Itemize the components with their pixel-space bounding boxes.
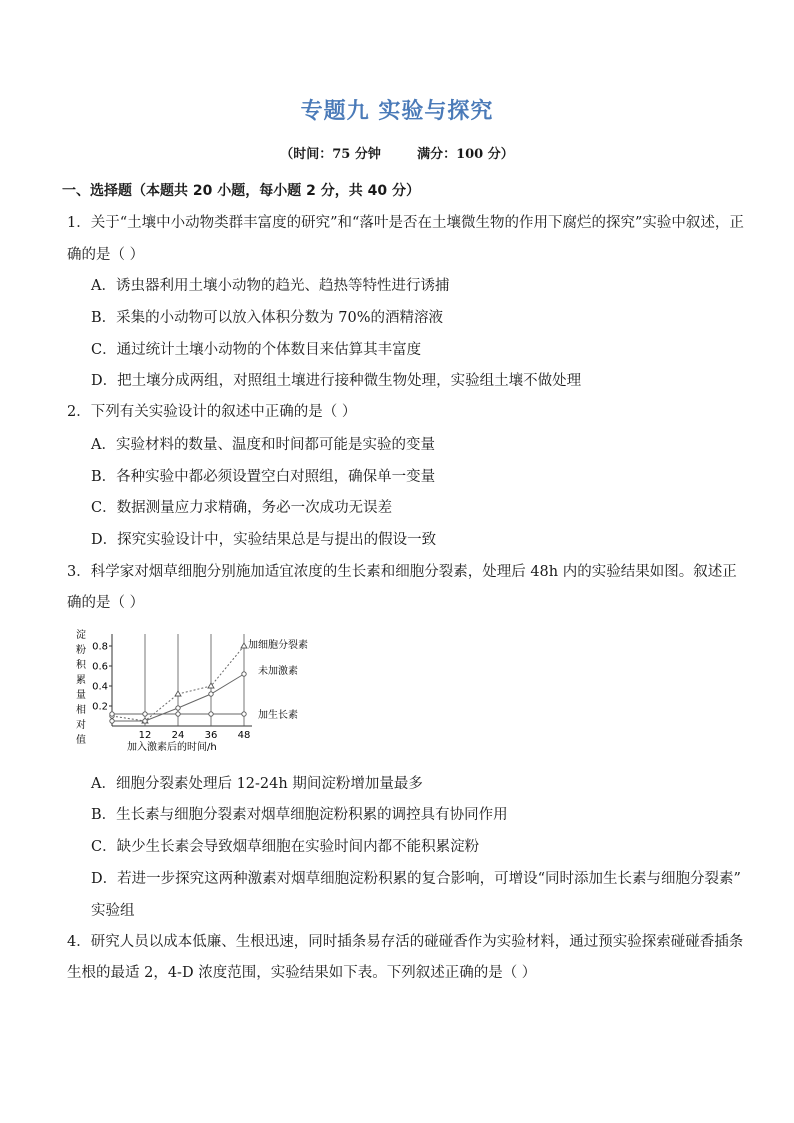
exam-info: （时间：75 分钟 满分：100 分） <box>280 147 514 162</box>
question-4-stem: 4．研究人员以成本低廉、生根迅速，同时插条易存活的碰碰香作为实验材料，通过预实验探索碰碰香插条 <box>67 934 744 950</box>
starch-accumulation-chart <box>72 626 322 756</box>
chart-marks <box>110 638 308 723</box>
y-axis-label-char: 相 <box>76 705 86 716</box>
y-tick-label: 0.4 <box>92 681 108 693</box>
series-label: 加生长素 <box>258 710 298 721</box>
question-3-option-d-cont: 实验组 <box>91 903 135 919</box>
data-point <box>176 706 180 710</box>
data-point <box>175 691 181 696</box>
question-4-stem-cont: 生根的最适 2，4-D 浓度范围，实验结果如下表。下列叙述正确的是（ ） <box>67 965 537 981</box>
question-2-option-d: D．探究实验设计中，实验结果总是与提出的假设一致 <box>91 532 437 548</box>
question-3-stem-cont: 确的是（ ） <box>67 595 145 611</box>
y-axis-label-char: 淀 <box>76 630 86 641</box>
x-tick-label: 12 <box>138 730 152 741</box>
question-2-option-a: A．实验材料的数量、温度和时间都可能是实验的变量 <box>91 437 435 453</box>
y-tick-label: 0.2 <box>92 701 108 713</box>
y-tick-label: 0.8 <box>92 641 108 653</box>
question-3-stem: 3．科学家对烟草细胞分别施加适宜浓度的生长素和细胞分裂素，处理后 48h 内的实验结果如图。叙述正 <box>67 564 737 580</box>
data-point <box>110 719 114 723</box>
data-point <box>209 692 213 696</box>
y-axis-label-char: 对 <box>76 720 86 731</box>
y-axis-label-char: 积 <box>76 660 86 671</box>
y-axis-label-char: 值 <box>76 735 86 746</box>
x-axis-label: 加入激素后的时间/h <box>127 742 217 753</box>
question-2-option-b: B．各种实验中都必须设置空白对照组，确保单一变量 <box>91 469 436 485</box>
data-point <box>110 712 114 716</box>
y-axis-label-char: 量 <box>76 690 86 701</box>
section-heading: 一、选择题（本题共 20 小题，每小题 2 分，共 40 分） <box>62 183 420 199</box>
data-point <box>242 712 246 716</box>
question-3-option-d: D．若进一步探究这两种激素对烟草细胞淀粉积累的复合影响，可增设“同时添加生长素与细胞分裂素” <box>91 871 741 887</box>
series-label: 未加激素 <box>258 666 298 677</box>
question-1-option-b: B．采集的小动物可以放入体积分数为 70%的酒精溶液 <box>91 310 443 326</box>
y-axis-label-char: 粉 <box>76 645 86 656</box>
question-2-option-c: C．数据测量应力求精确，务必一次成功无误差 <box>91 500 393 516</box>
x-tick-label: 36 <box>204 730 218 741</box>
question-3-option-a: A．细胞分裂素处理后 12-24h 期间淀粉增加量最多 <box>91 776 423 792</box>
data-point <box>242 672 246 676</box>
chart-axes <box>92 634 252 741</box>
x-tick-label: 48 <box>237 730 251 741</box>
y-tick-label: 0.6 <box>92 661 108 673</box>
data-point <box>209 712 213 716</box>
question-1-stem-cont: 确的是（ ） <box>67 247 145 263</box>
series-label: 加细胞分裂素 <box>248 640 308 651</box>
data-point <box>176 712 180 716</box>
question-1-option-d: D．把土壤分成两组，对照组土壤进行接种微生物处理，实验组土壤不做处理 <box>91 373 582 389</box>
question-1-option-a: A．诱虫器利用土壤小动物的趋光、趋热等特性进行诱捕 <box>91 278 450 294</box>
question-3-option-c: C．缺少生长素会导致烟草细胞在实验时间内都不能积累淀粉 <box>91 839 480 855</box>
question-1-stem: 1．关于“土壤中小动物类群丰富度的研究”和“落叶是否在土壤微生物的作用下腐烂的探究”实验中叙述，正 <box>67 215 744 231</box>
question-2-stem: 2．下列有关实验设计的叙述中正确的是（ ） <box>67 404 357 420</box>
x-tick-label: 24 <box>171 730 185 741</box>
question-1-option-c: C．通过统计土壤小动物的个体数目来估算其丰富度 <box>91 342 422 358</box>
y-axis-label <box>76 628 87 746</box>
y-axis-label-char: 累 <box>76 675 86 686</box>
question-3-option-b: B．生长素与细胞分裂素对烟草细胞淀粉积累的调控具有协同作用 <box>91 807 508 823</box>
data-point <box>143 712 147 716</box>
data-point <box>241 643 247 648</box>
data-point <box>143 719 147 723</box>
page-title: 专题九 实验与探究 <box>300 99 494 124</box>
